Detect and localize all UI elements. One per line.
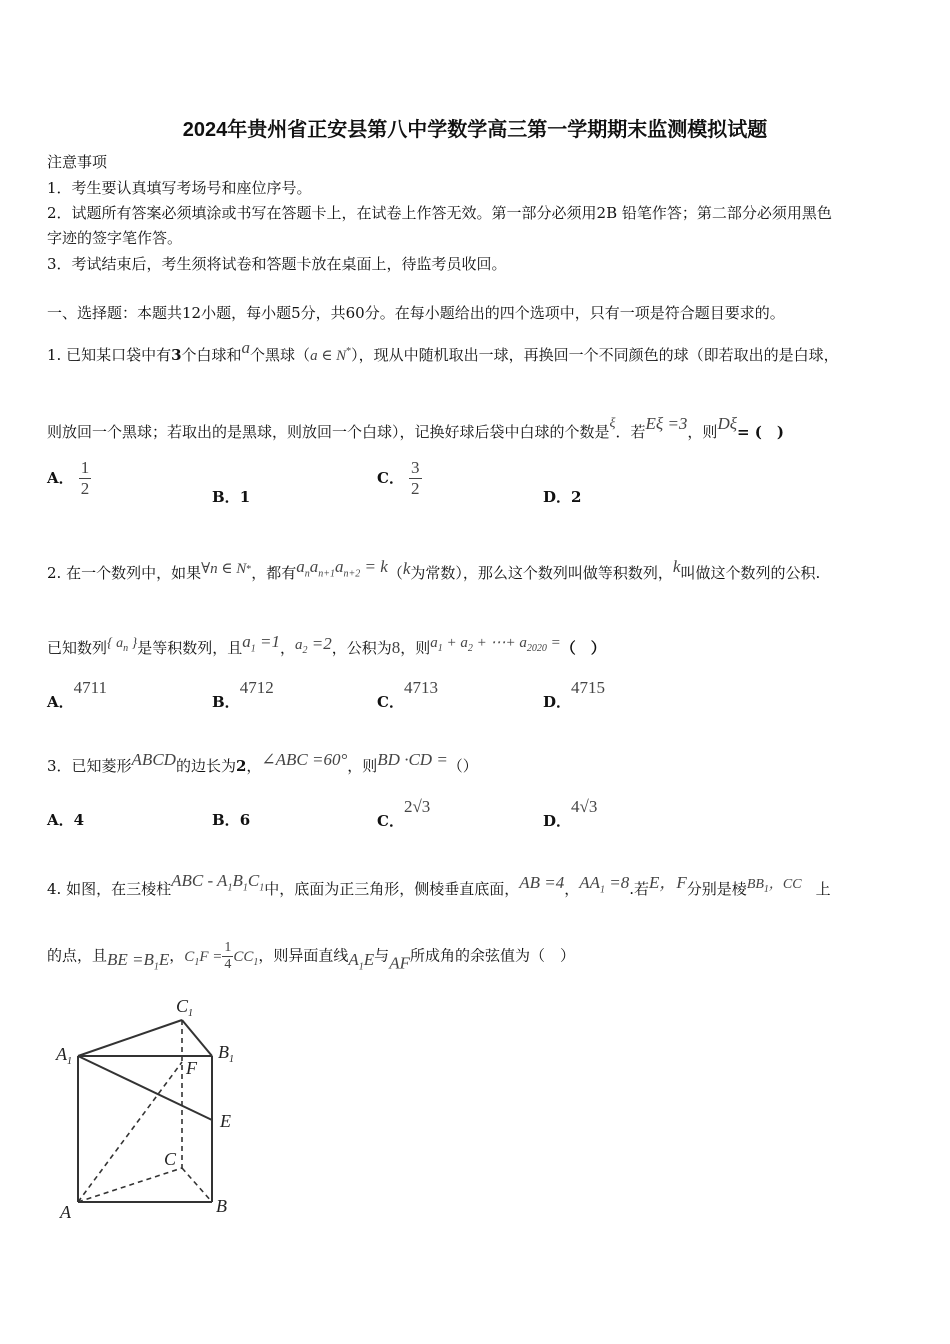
q2-math-sub: n+2 xyxy=(343,568,361,580)
q1-option-a[interactable] xyxy=(47,458,91,499)
q1-option-b[interactable] xyxy=(212,486,250,507)
q4-math-sub: 1 xyxy=(242,882,248,894)
q4-text-k: 所成角的余弦值为（ ） xyxy=(409,946,575,965)
q2-text-c: （ xyxy=(387,564,403,582)
q3-option-c[interactable] xyxy=(377,796,431,830)
q3-option-d[interactable] xyxy=(543,796,598,830)
q4-text-e: 分别是棱 xyxy=(686,880,747,898)
section-heading: 一、选择题：本题共12小题，每小题5分，共60分。在每小题给出的四个选项中，只有一项是符合题目要求的。 xyxy=(47,304,785,322)
q2-math-sum: a xyxy=(430,635,438,651)
notice-item-2-cont: 字迹的签字笔作答。 xyxy=(47,229,183,247)
q1-text-h: = ( ) xyxy=(737,423,784,441)
q4-math-c1f: C xyxy=(184,948,195,965)
q4-math-cc: ，CC xyxy=(768,877,802,892)
fraction-den: 4 xyxy=(224,957,232,972)
q4-math-aa1-value: =8 xyxy=(605,873,630,892)
q4-text-c: ， xyxy=(564,880,580,898)
q2-option-c[interactable] xyxy=(377,677,438,711)
option-value: 2√3 xyxy=(403,797,431,816)
fraction-den: 2 xyxy=(411,479,420,498)
q2-math-8: 8 xyxy=(391,638,401,657)
q4-text-g: 的点，且 xyxy=(47,946,108,965)
q2-math-sub: 2 xyxy=(467,643,473,654)
option-value: 4712 xyxy=(239,678,274,697)
q2-math-seq: } xyxy=(128,636,138,651)
q2-math-a: a xyxy=(309,557,319,576)
q4-math-prism: C xyxy=(247,871,260,890)
option-label: C． xyxy=(377,812,404,830)
q4-math-c1f: F = xyxy=(199,948,223,965)
q4-math-sub: 1 xyxy=(358,960,364,972)
option-value: 4√3 xyxy=(571,797,598,816)
q2-math-a2-value: =2 xyxy=(307,634,332,653)
edge-ac xyxy=(78,1168,182,1202)
q2-math-seq: { a xyxy=(107,636,124,651)
q1-text-b: 个白球和 xyxy=(181,346,242,364)
label-c: C xyxy=(164,1149,177,1169)
q3-math-abcd: ABCD xyxy=(131,750,176,769)
q1-math-star: * xyxy=(346,346,352,357)
q2-math-k: k xyxy=(402,559,411,578)
fraction-num: 1 xyxy=(224,940,232,955)
fraction xyxy=(409,458,422,499)
q2-math-k: k xyxy=(672,557,681,576)
edge-a1c1 xyxy=(78,1020,182,1056)
q2-text-h: ， xyxy=(279,639,295,657)
q2-text-i: ，公积为 xyxy=(331,639,392,657)
option-value: 4713 xyxy=(403,678,438,697)
q1-count: 3 xyxy=(171,346,182,364)
q2-math-a2: a xyxy=(295,637,303,653)
option-label: D． xyxy=(543,812,572,830)
q2-math-a1: a xyxy=(242,632,251,651)
option-label: A． xyxy=(47,693,74,711)
q3-option-b[interactable] xyxy=(212,809,250,830)
q4-math-sub: 1 xyxy=(253,956,259,968)
q2-math-k: = k xyxy=(360,557,388,576)
q3-math-angle: ∠ABC =60° xyxy=(261,750,348,769)
q2-text-e: 叫做这个数列的公积. xyxy=(680,564,821,582)
q3-text-e: （） xyxy=(447,757,478,775)
q3-text-c: ， xyxy=(246,757,262,775)
q2-math-sub: 1 xyxy=(250,643,256,655)
q4-math-ef: E，F xyxy=(649,873,687,892)
notice-heading: 注意事项 xyxy=(47,153,108,171)
option-label: A． xyxy=(47,811,74,829)
q2-math-a: a xyxy=(335,557,344,576)
option-value: 4715 xyxy=(571,678,606,697)
fraction-num: 1 xyxy=(80,458,90,477)
q2-math-sub: 2020 xyxy=(526,643,547,654)
fraction-den: 2 xyxy=(80,479,90,498)
q3-text-d: ，则 xyxy=(347,757,378,775)
q2-math-sub: n xyxy=(123,642,129,654)
q2-math-sub: 2 xyxy=(302,645,308,656)
q4-math-sub: 1 xyxy=(259,882,265,894)
q4-math-sub: 1 xyxy=(600,884,605,896)
q4-math-sub: 1 xyxy=(227,882,233,894)
q2-text-f: 已知数列 xyxy=(47,639,108,657)
q2-text-d: 为常数），那么这个数列叫做等积数列， xyxy=(410,564,673,582)
q4-text-d: .若 xyxy=(629,880,650,898)
q1-text-f: ．若 xyxy=(615,423,646,441)
q4-line1 xyxy=(47,868,831,899)
q4-text-j: 与 xyxy=(374,946,390,965)
label-b1: $B_1$ xyxy=(218,1042,234,1065)
q4-math-sub: 1 xyxy=(194,956,200,968)
option-label: B． xyxy=(212,811,240,829)
option-value: 4711 xyxy=(73,678,108,697)
q1-text-g: ，则 xyxy=(687,423,718,441)
q4-math-a1e: A xyxy=(348,949,359,969)
q1-text-c: 个黑球（ xyxy=(250,346,311,364)
q4-text-h: ， xyxy=(169,946,185,965)
label-f: F xyxy=(186,1058,197,1078)
q2-math-a1-value: =1 xyxy=(255,632,280,651)
option-label: A． xyxy=(47,469,74,487)
q1-text-d: ），现从中随机取出一球，再换回一个不同颜色的球（即若取出的是白球， xyxy=(351,346,839,364)
q2-math-sum: + ⋯+ a xyxy=(472,635,527,651)
page-title: 2024年贵州省正安县第八中学数学高三第一学期期末监测模拟试题 xyxy=(182,119,768,141)
q2-math-sub: n+1 xyxy=(318,568,336,580)
q2-math-sum: + a xyxy=(442,635,468,651)
q4-math-be: E xyxy=(158,949,170,969)
option-label: B． xyxy=(212,693,240,711)
notice-item-1: 1．考生要认真填写考场号和座位序号。 xyxy=(47,179,312,197)
option-value: 4 xyxy=(73,811,85,829)
q4-text: 4. 如图，在三棱柱 xyxy=(47,880,172,898)
q4-text-b: 中，底面为正三角形，侧棱垂直底面， xyxy=(264,880,520,898)
q2-math-sub: 1 xyxy=(437,643,443,654)
label-b: B xyxy=(216,1196,227,1216)
q3-line xyxy=(47,750,478,776)
q4-math-bb1: BB xyxy=(746,877,764,892)
q2-text-j: ，则 xyxy=(400,639,431,657)
q2-text: 2. 在一个数列中，如果 xyxy=(47,564,202,582)
edge-c1b1 xyxy=(182,1020,212,1056)
q1-line1 xyxy=(47,338,839,365)
q2-math-forall: ∀n ∈ N xyxy=(201,561,247,577)
q2-math-a: a xyxy=(296,557,305,576)
q3-side: 2 xyxy=(235,757,247,775)
fraction-num: 3 xyxy=(411,458,420,477)
q4-math-af: AF xyxy=(389,953,410,973)
q4-math-prism: ABC - A xyxy=(171,871,228,890)
q1-option-d[interactable] xyxy=(543,486,581,507)
q2-math-sum: = xyxy=(546,635,561,651)
q2-math-sub: n xyxy=(304,568,310,580)
q1-math-D: Dξ xyxy=(717,414,737,433)
q2-option-d[interactable] xyxy=(543,677,606,711)
edge-cb xyxy=(182,1168,212,1202)
q1-math-aN: a ∈ N xyxy=(310,348,347,364)
q4-math-aa1: AA xyxy=(579,873,600,892)
q4-math-be: BE =B xyxy=(107,949,154,969)
option-value: 2 xyxy=(571,488,582,506)
option-value: 1 xyxy=(239,488,251,506)
fraction xyxy=(79,458,92,499)
option-label: D． xyxy=(543,693,572,711)
q4-math-a1e: E xyxy=(363,949,375,969)
q4-text-i: ，则异面直线 xyxy=(258,946,349,965)
q4-math-sub: 1 xyxy=(763,883,769,895)
label-c1: $C_1$ xyxy=(176,996,194,1019)
q1-text-e: 则放回一个黑球；若取出的是黑球，则放回一个白球），记换好球后袋中白球的个数是 xyxy=(47,423,610,441)
q4-math-cc1: CC xyxy=(233,948,254,965)
q1-option-c[interactable] xyxy=(377,458,422,499)
option-label: B． xyxy=(212,488,240,506)
q4-math-prism: B xyxy=(232,871,243,890)
q2-text-k: （ ） xyxy=(560,639,606,657)
option-label: D． xyxy=(543,488,572,506)
q1-math-xi: ξ xyxy=(609,416,616,431)
q2-line1 xyxy=(47,557,820,583)
q1-math-E: Eξ =3 xyxy=(645,414,688,433)
notice-item-3: 3．考试结束后，考生须将试卷和答题卡放在桌面上，待监考员收回。 xyxy=(47,255,507,273)
q4-math-ab: AB =4 xyxy=(519,873,565,892)
q4-line2 xyxy=(47,940,575,974)
q2-line2 xyxy=(47,632,606,658)
label-a: A xyxy=(60,1202,71,1222)
segment-af xyxy=(78,1062,182,1202)
notice-item-2: 2．试题所有答案必须填涂或书写在答题卡上，在试卷上作答无效。第一部分必须用2B 铅笔作答；第二部分必须用黑色 xyxy=(47,204,832,222)
q1-math-a: a xyxy=(241,338,251,357)
q2-option-a[interactable] xyxy=(47,677,108,711)
label-a1: $A_1$ xyxy=(56,1044,72,1067)
option-label: C． xyxy=(377,693,404,711)
q3-option-a[interactable] xyxy=(47,809,84,830)
q2-math-star: * xyxy=(246,564,252,575)
q1-line2 xyxy=(47,414,784,442)
option-label: C． xyxy=(377,469,404,487)
q4-text-f: 上 xyxy=(815,880,831,898)
q2-text-g: 是等积数列，且 xyxy=(137,639,243,657)
q1-text: 1. 已知某口袋中有 xyxy=(47,346,172,364)
q3-text-b: 的边长为 xyxy=(175,757,236,775)
option-value: 6 xyxy=(239,811,251,829)
q3-math-dot: BD ·CD = xyxy=(377,750,448,769)
q3-text: 3．已知菱形 xyxy=(47,757,132,775)
q2-text-b: ，都有 xyxy=(251,564,297,582)
label-e: E xyxy=(220,1111,231,1131)
prism-figure xyxy=(40,990,260,1230)
q2-option-b[interactable] xyxy=(212,677,274,711)
q4-math-sub: 1 xyxy=(153,960,159,972)
